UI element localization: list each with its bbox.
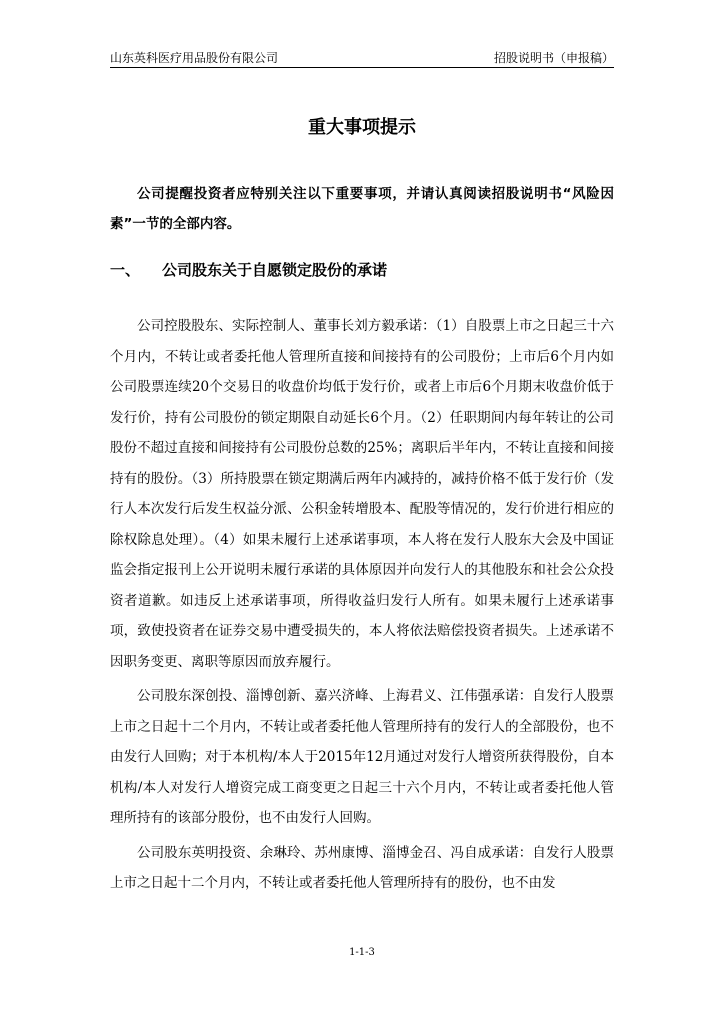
- investor-notice: 公司提醒投资者应特别关注以下重要事项，并请认真阅读招股说明书“风险因素”一节的全部内容。: [110, 186, 614, 232]
- section-title: 公司股东关于自愿锁定股份的承诺: [162, 261, 388, 279]
- paragraph-other-shareholders: 公司股东英明投资、余琳玲、苏州康博、淄博金召、冯自成承诺：自发行人股票上市之日起十二个月内，不转让或者委托他人管理所持有的股份，也不由发: [110, 844, 614, 891]
- paragraph-institutional-shareholders: 公司股东深创投、淄博创新、嘉兴济峰、上海君义、江伟强承诺：自发行人股票上市之日起十二个月内，不转让或者委托他人管理所持有的发行人的全部股份，也不由发行人回购；对于本机构/本人于2015年12月通过对发行人增资所获得股份，自本机构/本人对发行人增资完成工商变更之日起三十六个月内，不转让或者委托他人管理所持有的该部分股份，也不由发行人回购。: [110, 688, 614, 826]
- page-header: [110, 49, 614, 68]
- page-number: 1-1-3: [349, 947, 375, 958]
- header-company-name: 山东英科医疗用品股份有限公司: [110, 51, 279, 65]
- header-document-type: 招股说明书（申报稿）: [493, 51, 614, 65]
- section-number: 一、: [110, 261, 141, 279]
- section-heading: [110, 258, 614, 282]
- paragraph-controlling-shareholder: 公司控股股东、实际控制人、董事长刘方毅承诺：（1）自股票上市之日起三十六个月内，不转让或者委托他人管理所直接和间接持有的公司股份；上市后6个月内如公司股票连续20个交易日的收盘价均低于发行价，或者上市后6个月期末收盘价低于发行价，持有公司股份的锁定期限自动延长6个月。（2）任职期间内每年转让的公司股份不超过直接和间接持有公司股份总数的25%；离职后半年内，不转让直接和间接持有的股份。（3）所持股票在锁定期满后两年内减持的，减持价格不低于发行价（发行人本次发行后发生权益分派、公积金转增股本、配股等情况的，发行价进行相应的除权除息处理）。（4）如果未履行上述承诺事项，本人将在发行人股东大会及中国证监会指定报刊上公开说明未履行承诺的具体原因并向发行人的其他股东和社会公众投资者道歉。如违反上述承诺事项，所得收益归发行人所有。如果未履行上述承诺事项，致使投资者在证券交易中遭受损失的，本人将依法赔偿投资者损失。上述承诺不因职务变更、离职等原因而放弃履行。: [110, 318, 614, 670]
- page-title: 重大事项提示: [308, 117, 416, 138]
- section-body: [110, 311, 614, 903]
